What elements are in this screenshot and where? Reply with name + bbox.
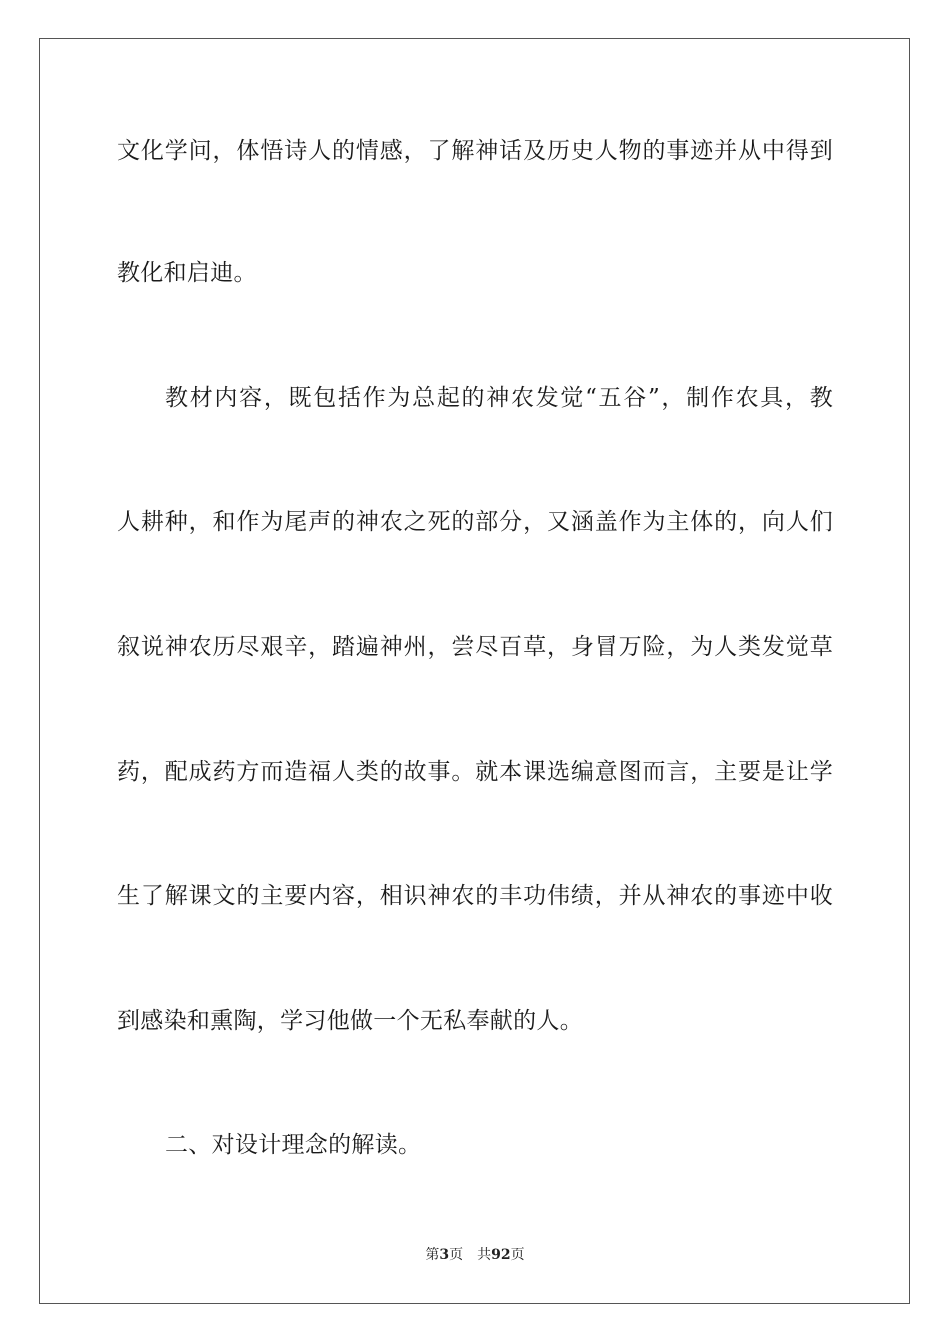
paragraph-line-6: 药，配成药方而造福人类的故事。就本课选编意图而言，主要是让学 [117,759,833,785]
paragraph-line-5: 叙说神农历尽艰辛，踏遍神州，尝尽百草，身冒万险，为人类发觉草 [117,634,833,660]
paragraph-line-3: 教材内容，既包括作为总起的神农发觉“五谷”，制作农具，教 [165,385,833,411]
page-border [39,38,910,1304]
paragraph-line-4: 人耕种，和作为尾声的神农之死的部分，又涵盖作为主体的，向人们 [117,509,833,535]
total-prefix: 共 [477,1247,492,1263]
page-suffix: 页 [449,1247,464,1263]
total-suffix: 页 [510,1247,525,1263]
paragraph-line-8: 到感染和熏陶，学习他做一个无私奉献的人。 [117,1008,583,1034]
page-number: 3 [439,1247,450,1263]
page-footer [0,1246,950,1264]
page-prefix: 第 [425,1247,440,1263]
section-heading: 二、对设计理念的解读。 [165,1132,422,1158]
paragraph-line-2: 教化和启迪。 [117,260,257,286]
paragraph-line-7: 生了解课文的主要内容，相识神农的丰功伟绩，并从神农的事迹中收 [117,883,833,909]
total-pages: 92 [491,1247,511,1263]
paragraph-line-1: 文化学问，体悟诗人的情感，了解神话及历史人物的事迹并从中得到 [117,138,833,164]
